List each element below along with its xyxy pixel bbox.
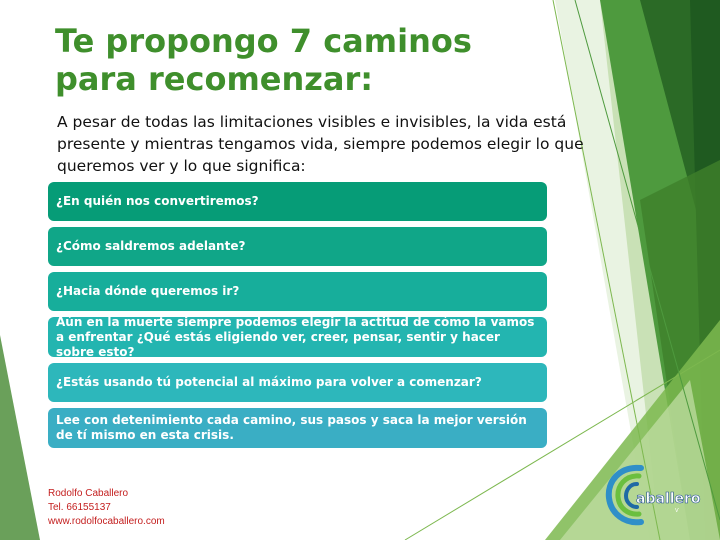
slide-subtitle: A pesar de todas las limitaciones visibles e invisibles, la vida está presente y mientras tengamos vida, siempre podemos elegir lo que queremos ver y lo que significa: xyxy=(57,113,584,175)
author-website[interactable]: www.rodolfocaballero.com xyxy=(48,516,165,527)
author-name: Rodolfo Caballero xyxy=(48,488,129,499)
left-accent-shape xyxy=(0,335,40,540)
path-item-3: ¿Hacia dónde queremos ir? xyxy=(48,272,547,311)
path-item-1: ¿En quién nos convertiremos? xyxy=(48,182,547,221)
path-item-6: Lee con detenimiento cada camino, sus pasos y saca la mejor versión de tí mismo en esta crisis. xyxy=(48,408,547,448)
author-phone: Tel. 66155137 xyxy=(48,502,111,513)
path-item-4: Aún en la muerte siempre podemos elegir la actitud de cómo la vamos a enfrentar ¿Qué estás eligiendo ver, creer, pensar, sentir y hacer sobre esto? xyxy=(48,317,547,357)
author-footer xyxy=(48,487,165,529)
path-item-5: ¿Estás usando tú potencial al máximo para volver a comenzar? xyxy=(48,363,547,402)
logo-tagline: Ѵ xyxy=(675,508,679,514)
caballero-logo-icon xyxy=(603,462,703,528)
slide-title: Te propongo 7 caminos para recomenzar: xyxy=(55,22,472,98)
paths-list xyxy=(48,182,547,454)
path-item-2: ¿Cómo saldremos adelante? xyxy=(48,227,547,266)
logo-text: aballero xyxy=(636,491,701,507)
